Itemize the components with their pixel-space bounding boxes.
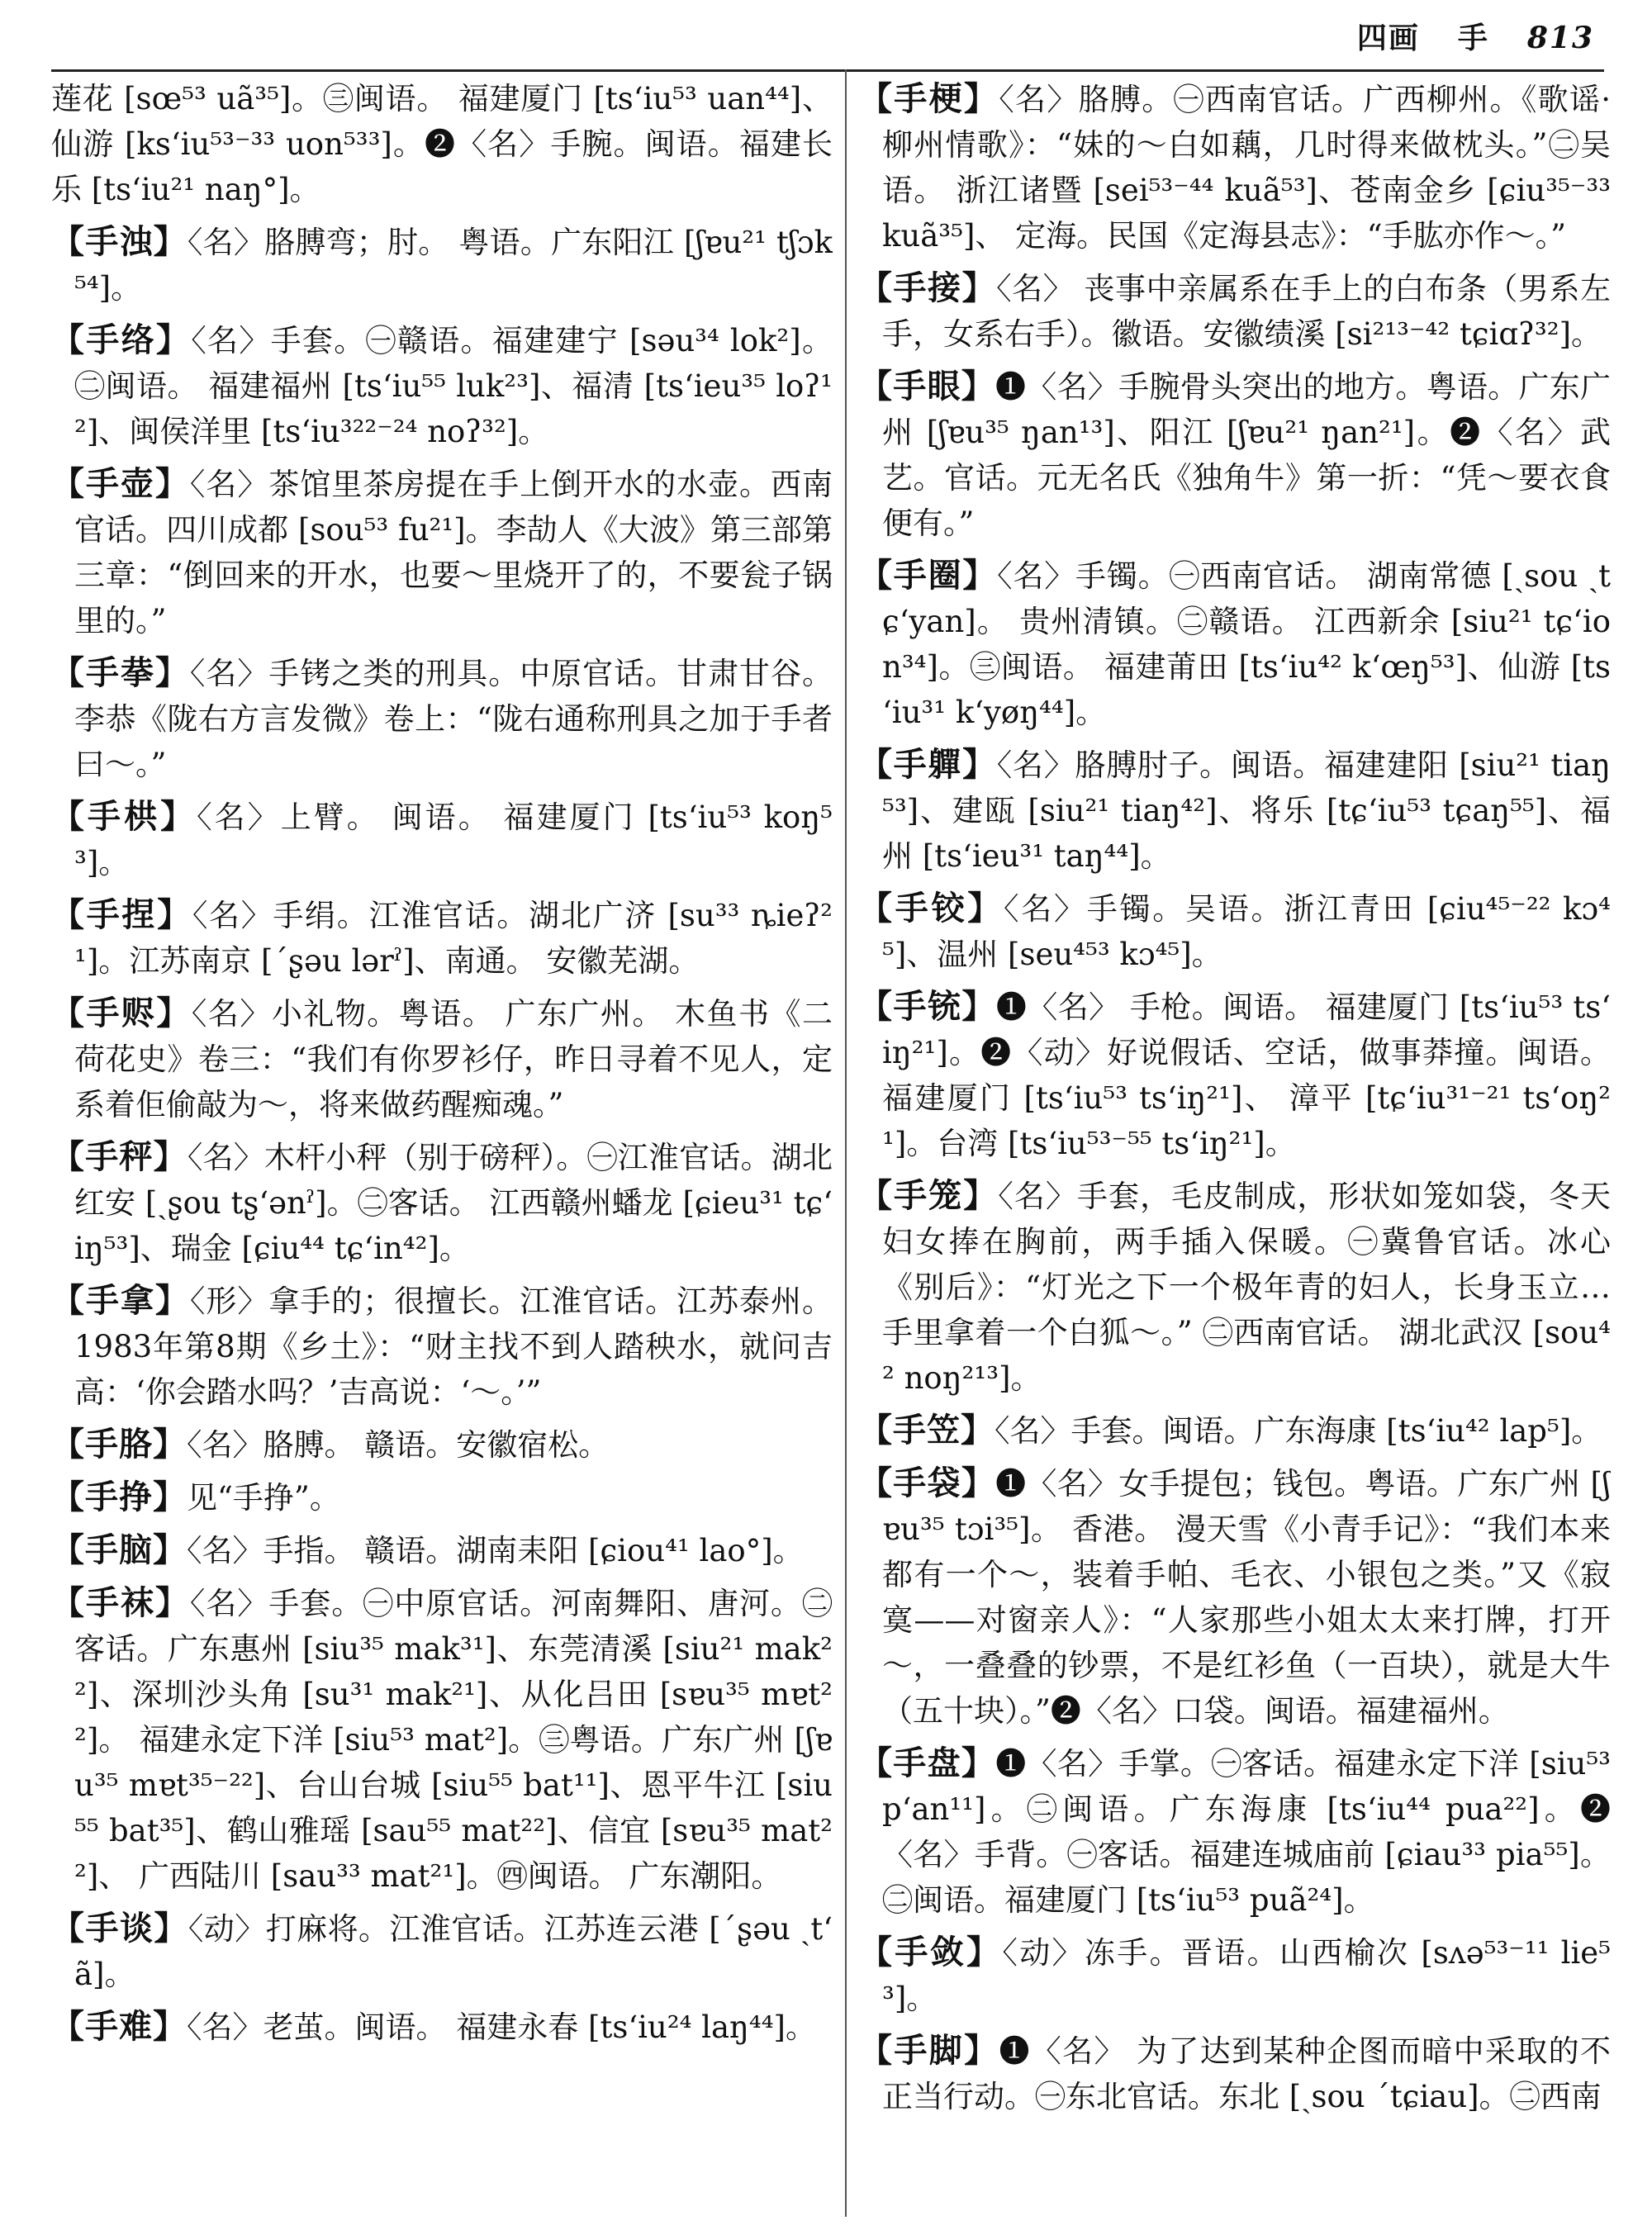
left-column [51,76,833,2223]
dictionary-entry [51,219,833,311]
entry-definition: 〈名〉胳膊。㊀西南官话。广西柳州。《歌谣·柳州情歌》：“妹的～白如藕，几时得来做枕头。”㊁吴语。 浙江诸暨 [sei⁵³⁻⁴⁴ kuã⁵³]、苍南金乡 [ɕiu³⁵⁻³³ kuã³⁵]、 定海。民国《定海县志》：“手肱亦作～。” [882,82,1611,254]
entry-headword: 【手浊】 [51,222,188,261]
entry-headword: 【手铰】 [859,889,1004,928]
entry-headword: 【手壶】 [51,464,190,503]
entry-headword: 【手谈】 [51,1909,188,1948]
dictionary-entry [51,317,833,454]
entry-definition: ❶〈名〉 为了达到某种企图而暗中采取的不正当行动。㊀东北官话。东北 [ˏsou ˊtɕiau]。㊁西南 [882,2033,1611,2114]
dictionary-entry [51,1527,833,1573]
entry-definition: ❶〈名〉手掌。㊀客话。福建永定下洋 [siu⁵³ pʻan¹¹]。㊁闽语。广东海康 [tsʻiu⁴⁴ pua²²]。❷〈名〉手背。㊀客话。福建连城庙前 [ɕiau³³ pia⁵⁵]。㊁闽语。福建厦门 [tsʻiu⁵³ puã²⁴]。 [882,1746,1611,1918]
entry-headword: 【手栱】 [51,797,197,836]
dictionary-entry [51,1474,833,1521]
entry-headword: 【手軃】 [859,745,997,784]
entry-definition: 〈名〉手镯。吴语。浙江青田 [ɕiu⁴⁵⁻²² kɔ⁴⁵]、温州 [seu⁴⁵³ kɔ⁴⁵]。 [882,891,1611,972]
entry-definition: 〈名〉胳膊肘子。闽语。福建建阳 [siu²¹ tiaŋ⁵³]、建瓯 [siu²¹ tiaŋ⁴²]、将乐 [tɕʻiu⁵³ tɕaŋ⁵⁵]、福州 [tsʻieu³¹ taŋ⁴⁴]。 [882,747,1611,874]
entry-definition: 〈名〉胳膊。 赣语。安徽宿松。 [187,1427,610,1463]
entry-definition: ❶〈名〉女手提包；钱包。粤语。广东广州 [ʃɐu³⁵ tɔi³⁵]。 香港。 漫天雪《小青手记》：“我们本来都有一个～，装着手帕、毛衣、小银包之类。”又《寂寞——对窗亲人》：“人家那些小姐太太来打牌，打开～，一叠叠的钞票，不是红衫鱼（一百块），就是大牛（五十块）。”❷〈名〉口袋。闽语。福建福州。 [882,1466,1611,1729]
entry-headword: 【手圈】 [859,556,998,595]
entry-definition: 〈名〉手套，毛皮制成，形状如笼如袋，冬天妇女捧在胸前，两手插入保暖。㊀冀鲁官话。冰心《别后》：“灯光之下一个极年青的妇人，长身玉立…手里拿着一个白狐～。” ㊁西南官话。 湖北武汉 [sou⁴² noŋ²¹³]。 [882,1179,1611,1396]
entry-definition: 〈名〉茶馆里茶房提在手上倒开水的水壶。西南官话。四川成都 [sou⁵³ fu²¹]。李劼人《大波》第三部第三章：“倒回来的开水，也要～里烧开了的，不要瓮子锅里的。” [74,467,833,638]
entry-definition: ❶〈名〉手腕骨头突出的地方。粤语。广东广州 [ʃɐu³⁵ ŋan¹³]、阳江 [ʃɐu²¹ ŋan²¹]。❷〈名〉武艺。官话。元无名氏《独角牛》第一折：“凭～要衣食便有。” [882,369,1611,541]
entry-headword: 【手脑】 [51,1530,187,1569]
column-divider [845,69,847,2217]
dictionary-entry [859,885,1611,977]
running-header [1357,15,1594,57]
entry-definition: 〈名〉手镯。㊀西南官话。 湖南常德 [ˏsou ˏtɕʻyan]。 贵州清镇。㊁赣语。 江西新余 [siu²¹ tɕʻion³⁴]。㊂闽语。 福建莆田 [tsʻiu⁴² kʻœŋ⁵³]、仙游 [tsʻiu³¹ kʻyøŋ⁴⁴]。 [882,558,1611,730]
dictionary-entry [51,650,833,787]
header-rule [51,69,1604,72]
entry-definition: 〈名〉手套。㊀中原官话。河南舞阳、唐河。㊁客话。广东惠州 [siu³⁵ mak³¹]、东莞清溪 [siu²¹ mak²²]、深圳沙头角 [su³¹ mak²¹]、从化吕田 [sɐu³⁵ mɐt²²]。 福建永定下洋 [siu⁵³ mat²]。㊂粤语。广东广州 [ʃɐu³⁵ mɐt³⁵⁻²²]、台山台城 [siu⁵⁵ bat¹¹]、恩平牛江 [siu⁵⁵ bat³⁵]、鹤山雅瑶 [sau⁵⁵ mat²²]、信宜 [sɐu³⁵ mat²²]、 广西陆川 [sau³³ mat²¹]。㊃闽语。 广东潮阳。 [74,1586,833,1894]
entry-headword: 【手铳】 [859,987,996,1026]
dictionary-entry [51,1905,833,1997]
entry-definition: ❶〈名〉 手枪。闽语。 福建厦门 [tsʻiu⁵³ tsʻiŋ²¹]。❷〈动〉好说假话、空话，做事莽撞。闽语。 福建厦门 [tsʻiu⁵³ tsʻiŋ²¹]、 漳平 [tɕʻiu³¹⁻²¹ tsʻoŋ²¹]。台湾 [tsʻiu⁵³⁻⁵⁵ tsʻiŋ²¹]。 [882,989,1611,1161]
dictionary-entry [51,1134,833,1271]
entry-headword: 【手盘】 [859,1744,996,1782]
entry-headword: 【手笼】 [859,1176,999,1215]
entry-definition: 〈形〉拿手的；很擅长。江淮官话。江苏泰州。1983年第8期《乡土》：“财主找不到人踏秧水，就问吉高：‘你会踏水吗？’吉高说：‘～。’” [74,1283,833,1410]
entry-definition: 莲花 [sœ⁵³ uã³⁵]。㊂闽语。 福建厦门 [tsʻiu⁵³ uan⁴⁴]、仙游 [ksʻiu⁵³⁻³³ uon⁵³³]。❷〈名〉手腕。闽语。福建长乐 [tsʻiu²¹ naŋ°]。 [51,81,833,207]
right-column [859,76,1611,2223]
entry-headword: 【手捏】 [51,895,192,934]
dictionary-entry [51,892,833,984]
entry-headword: 【手袜】 [51,1583,190,1622]
entry-headword: 【手敛】 [859,1933,1003,1971]
entry-definition: 〈名〉手绢。江淮官话。湖北广济 [su³³ ȵieʔ²¹]。江苏南京 [ˊʂəu lərˀ]、南通。 安徽芜湖。 [74,898,833,979]
dictionary-entry [859,1929,1611,2021]
dictionary-entry [859,1407,1611,1454]
entry-headword: 【手赆】 [51,994,192,1032]
dictionary-entry [859,1173,1611,1401]
dictionary-entry [859,984,1611,1166]
dictionary-entry [859,553,1611,735]
entry-definition: 〈名〉老茧。闽语。 福建永春 [tsʻiu²⁴ laŋ⁴⁴]。 [187,2009,816,2045]
dictionary-entry [859,2028,1611,2119]
entry-definition: 〈名〉手套。㊀赣语。福建建宁 [səu³⁴ lok²]。㊁闽语。 福建福州 [tsʻiu⁵⁵ luk²³]、福清 [tsʻieu³⁵ loʔ¹²]、闽侯洋里 [tsʻiu³²²⁻²⁴ noʔ³²]。 [74,323,833,449]
dictionary-entry [51,794,833,885]
dictionary-entry [51,76,833,212]
dictionary-entry [859,363,1611,546]
entry-definition: 〈名〉胳膊弯；肘。 粤语。广东阳江 [ʃɐu²¹ tʃɔk⁵⁴]。 [74,225,833,306]
entry-definition: 〈名〉手铐之类的刑具。中原官话。甘肃甘谷。李恭《陇右方言发微》卷上：“陇右通称刑具之加于手者曰～。” [74,656,833,782]
entry-definition: 〈动〉冻手。晋语。山西榆次 [sʌə⁵³⁻¹¹ lie⁵³]。 [882,1935,1611,2016]
entry-headword: 【手胳】 [51,1425,187,1464]
entry-definition: 见“手挣”。 [187,1480,340,1516]
page-number: 813 [1526,21,1594,55]
header-char: 手 [1457,21,1489,55]
dictionary-entry [51,1580,833,1899]
entry-definition: 〈名〉上臂。 闽语。 福建厦门 [tsʻiu⁵³ koŋ⁵³]。 [74,799,833,880]
entry-definition: 〈名〉木杆小秤（别于磅秤）。㊀江淮官话。湖北红安 [ˏʂou tʂʻənˀ]。㊁客话。 江西赣州蟠龙 [ɕieu³¹ tɕʻiŋ⁵³]、瑞金 [ɕiu⁴⁴ tɕʻin⁴²]。 [74,1140,833,1266]
entry-definition: 〈名〉 丧事中亲属系在手上的白布条（男系左手，女系右手）。徽语。安徽绩溪 [si²¹³⁻⁴² tɕiɑʔ³²]。 [882,271,1611,352]
dictionary-entry [51,1278,833,1415]
dictionary-entry [51,461,833,643]
dictionary-entry [859,1740,1611,1923]
entry-definition: 〈名〉小礼物。粤语。 广东广州。 木鱼书《二荷花史》卷三：“我们有你罗衫仔，昨日寻着不见人，定系着佢偷敲为～，将来做药醒痴魂。” [74,996,833,1122]
entry-definition: 〈动〉打麻将。江淮官话。江苏连云港 [ˊʂəu ˏtʻã]。 [74,1911,833,1992]
dictionary-entry [51,1421,833,1468]
entry-headword: 【手梗】 [859,79,999,118]
section-label: 四画 [1356,21,1420,55]
entry-headword: 【手挣】 [51,1478,187,1516]
dictionary-entry [859,742,1611,879]
entry-headword: 【手眼】 [859,367,996,406]
dictionary-entry [859,265,1611,357]
entry-headword: 【手络】 [51,320,192,359]
dictionary-entry [859,76,1611,259]
entry-headword: 【手秤】 [51,1137,188,1176]
dictionary-entry [51,2004,833,2050]
entry-headword: 【手接】 [859,268,997,307]
entry-headword: 【手脚】 [859,2031,999,2070]
entry-headword: 【手难】 [51,2007,187,2046]
entry-headword: 【手袋】 [859,1464,996,1502]
dictionary-entry [859,1460,1611,1734]
entry-definition: 〈名〉手指。 赣语。湖南耒阳 [ɕiou⁴¹ lao°]。 [187,1533,804,1568]
entry-definition: 〈名〉手套。闽语。广东海康 [tsʻiu⁴² lap⁵]。 [995,1413,1602,1449]
dictionary-entry [51,990,833,1127]
entry-headword: 【手拲】 [51,653,190,692]
entry-headword: 【手拿】 [51,1281,190,1320]
entry-headword: 【手笠】 [859,1411,995,1450]
